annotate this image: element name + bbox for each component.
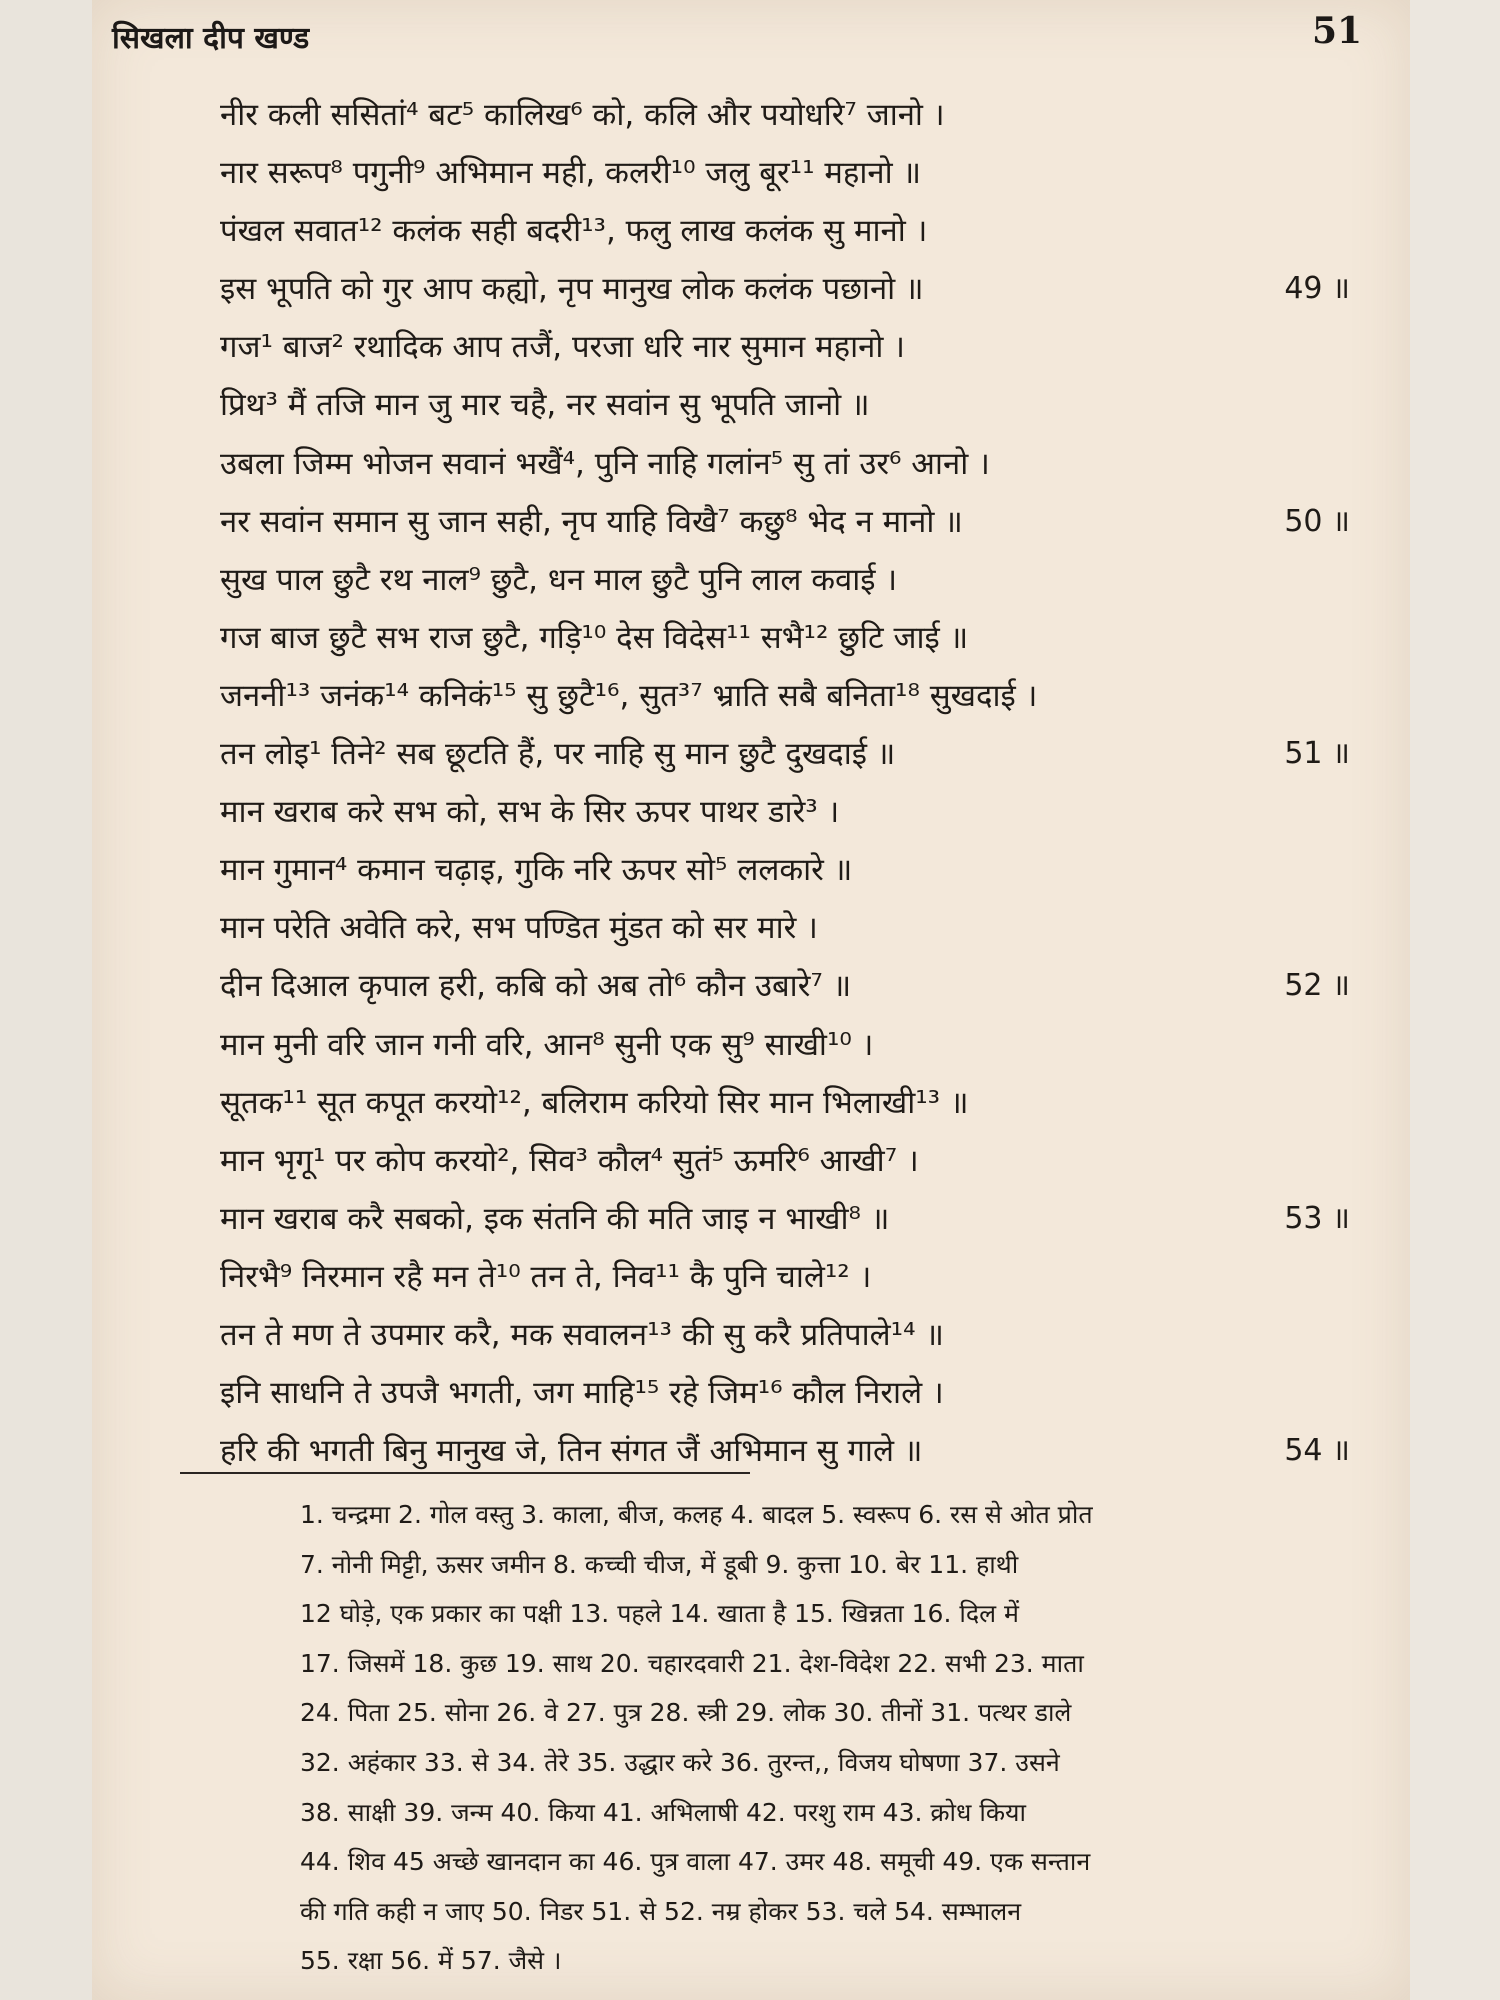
- verse-text: सुख पाल छुटै रथ नाल⁹ छुटै, धन माल छुटै पुनि लाल कवाई ।: [220, 561, 898, 598]
- verse-text: तन ते मण ते उपमार करै, मक सवालन¹³ की सु करै प्रतिपाले¹⁴ ॥: [220, 1316, 944, 1353]
- verse-text: मान खराब करै सबको, इक संतनि की मति जाइ न भाखी⁸ ॥: [220, 1200, 890, 1237]
- verse-line: [220, 1016, 1350, 1074]
- verse-line: [220, 957, 1350, 1015]
- verse-text: निरभै⁹ निरमान रहै मन ते¹⁰ तन ते, निव¹¹ कै पुनि चाले¹² ।: [220, 1258, 872, 1295]
- verse-text: इनि साधनि ते उपजै भगती, जग माहि¹⁵ रहे जिम¹⁶ कौल निराले ।: [220, 1375, 944, 1412]
- verse-text: नर सवांन समान सु जान सही, नृप याहि विखै⁷ कछु⁸ भेद न मानो ॥: [220, 503, 963, 540]
- verse-text: जननी¹³ जनंक¹⁴ कनिकं¹⁵ सु छुटै¹⁶, सुत³⁷ भ्राति सबै बनिता¹⁸ सुखदाई ।: [220, 677, 1038, 714]
- verse-line: [220, 86, 1350, 144]
- verse-line: [220, 493, 1350, 551]
- verse-line: [220, 725, 1350, 783]
- verse-line: [220, 1306, 1350, 1364]
- footnote-line: 7. नोनी मिट्टी, ऊसर जमीन 8. कच्ची चीज, में डूबी 9. कुत्ता 10. बेर 11. हाथी: [300, 1549, 1019, 1579]
- verse-line: [220, 1190, 1350, 1248]
- footnote-line: 1. चन्द्रमा 2. गोल वस्तु 3. काला, बीज, कलह 4. बादल 5. स्वरूप 6. रस से ओत प्रोत: [300, 1500, 1093, 1529]
- footnote-separator: [180, 1472, 750, 1474]
- footnote-line: 55. रक्षा 56. में 57. जैसे ।: [300, 1946, 562, 1976]
- verse-line: [220, 144, 1350, 202]
- verse-number: 51 ॥: [1284, 736, 1350, 772]
- verse-text: मान मुनी वरि जान गनी वरि, आन⁸ सुनी एक सु⁹ साखी¹⁰ ।: [220, 1026, 874, 1063]
- page-margin-left: [0, 0, 92, 2000]
- verse-text: पंखल सवात¹² कलंक सही बदरी¹³, फलु लाख कलंक सु मानो ।: [220, 213, 928, 250]
- verse-line: [220, 1132, 1350, 1190]
- page-number: 51: [1312, 10, 1363, 52]
- verse-text: गज¹ बाज² रथादिक आप तजैं, परजा धरि नार सुमान महानो ।: [220, 329, 905, 366]
- verse-text: नीर कली ससितां⁴ बट⁵ कालिख⁶ को, कलि और पयोधरि⁷ जानो ।: [220, 97, 945, 133]
- verse-line: [220, 1074, 1350, 1132]
- footnote-line: 32. अहंकार 33. से 34. तेरे 35. उद्धार करे 36. तुरन्त,, विजय घोषणा 37. उसने: [300, 1747, 1060, 1777]
- verse-text: नार सरूप⁸ पगुनी⁹ अभिमान मही, कलरी¹⁰ जलु बूर¹¹ महानो ॥: [220, 155, 922, 192]
- verse-text: दीन दिआल कृपाल हरी, कबि को अब तो⁶ कौन उबारे⁷ ॥: [220, 968, 852, 1005]
- verse-number: 53 ॥: [1284, 1200, 1350, 1236]
- verse-text: तन लोइ¹ तिने² सब छूटति हैं, पर नाहि सु मान छुटै दुखदाई ॥: [220, 736, 896, 773]
- verse-line: [220, 435, 1350, 493]
- footnote-line: 17. जिसमें 18. कुछ 19. साथ 20. चहारदवारी 21. देश-विदेश 22. सभी 23. माता: [300, 1648, 1084, 1678]
- verse-number: 52 ॥: [1284, 968, 1350, 1004]
- verse-number: 54 ॥: [1284, 1433, 1350, 1469]
- verse-text: प्रिथ³ मैं तजि मान जु मार चहै, नर सवांन सु भूपति जानो ॥: [220, 387, 870, 424]
- page-margin-right: [1410, 0, 1500, 2000]
- footnotes-block: [300, 1490, 1380, 1986]
- verse-text: हरि की भगती बिनु मानुख जे, तिन संगत जैं अभिमान सु गाले ॥: [220, 1433, 923, 1470]
- verse-line: [220, 783, 1350, 841]
- footnote-line: 38. साक्षी 39. जन्म 40. किया 41. अभिलाषी 42. परशु राम 43. क्रोध किया: [300, 1797, 1027, 1827]
- footnote-line: 44. शिव 45 अच्छे खानदान का 46. पुत्र वाला 47. उमर 48. समूची 49. एक सन्तान: [300, 1847, 1091, 1877]
- verse-text: सूतक¹¹ सूत कपूत करयो¹², बलिराम करियो सिर मान भिलाखी¹³ ॥: [220, 1084, 969, 1121]
- verse-line: [220, 609, 1350, 667]
- verse-line: [220, 260, 1350, 318]
- verse-line: [220, 1364, 1350, 1422]
- verse-text: उबला जिम्म भोजन सवानं भखैं⁴, पुनि नाहि गलांन⁵ सु तां उर⁶ आनो ।: [220, 445, 990, 482]
- verse-line: [220, 899, 1350, 957]
- verse-line: [220, 1248, 1350, 1306]
- verse-line: [220, 202, 1350, 260]
- verse-number: 49 ॥: [1284, 271, 1350, 307]
- verse-line: [220, 318, 1350, 376]
- verse-text: मान खराब करे सभ को, सभ के सिर ऊपर पाथर डारे³ ।: [220, 794, 840, 831]
- footnote-line: की गति कही न जाए 50. निडर 51. से 52. नम्र होकर 53. चले 54. सम्भालन: [300, 1896, 1022, 1926]
- verse-line: [220, 841, 1350, 899]
- verse-text: मान गुमान⁴ कमान चढ़ाइ, गुकि नरि ऊपर सो⁵ ललकारे ॥: [220, 852, 853, 889]
- footnote-line: 24. पिता 25. सोना 26. वे 27. पुत्र 28. स्त्री 29. लोक 30. तीनों 31. पत्थर डाले: [300, 1698, 1072, 1728]
- running-head: सिखला दीप खण्ड: [112, 21, 310, 56]
- verse-block: [220, 86, 1350, 1480]
- verse-text: गज बाज छुटै सभ राज छुटै, गड़ि¹⁰ देस विदेस¹¹ सभै¹² छुटि जाई ॥: [220, 619, 969, 656]
- verse-line: [220, 667, 1350, 725]
- verse-text: मान परेति अवेति करे, सभ पण्डित मुंडत को सर मारे ।: [220, 910, 818, 947]
- verse-text: इस भूपति को गुर आप कह्यो, नृप मानुख लोक कलंक पछानो ॥: [220, 271, 924, 308]
- verse-number: 50 ॥: [1284, 503, 1350, 539]
- verse-line: [220, 376, 1350, 434]
- verse-text: मान भृगू¹ पर कोप करयो², सिव³ कौल⁴ सुतं⁵ ऊमरि⁶ आखी⁷ ।: [220, 1142, 919, 1179]
- verse-line: [220, 551, 1350, 609]
- footnote-line: 12 घोड़े, एक प्रकार का पक्षी 13. पहले 14. खाता है 15. खिन्नता 16. दिल में: [300, 1599, 1019, 1629]
